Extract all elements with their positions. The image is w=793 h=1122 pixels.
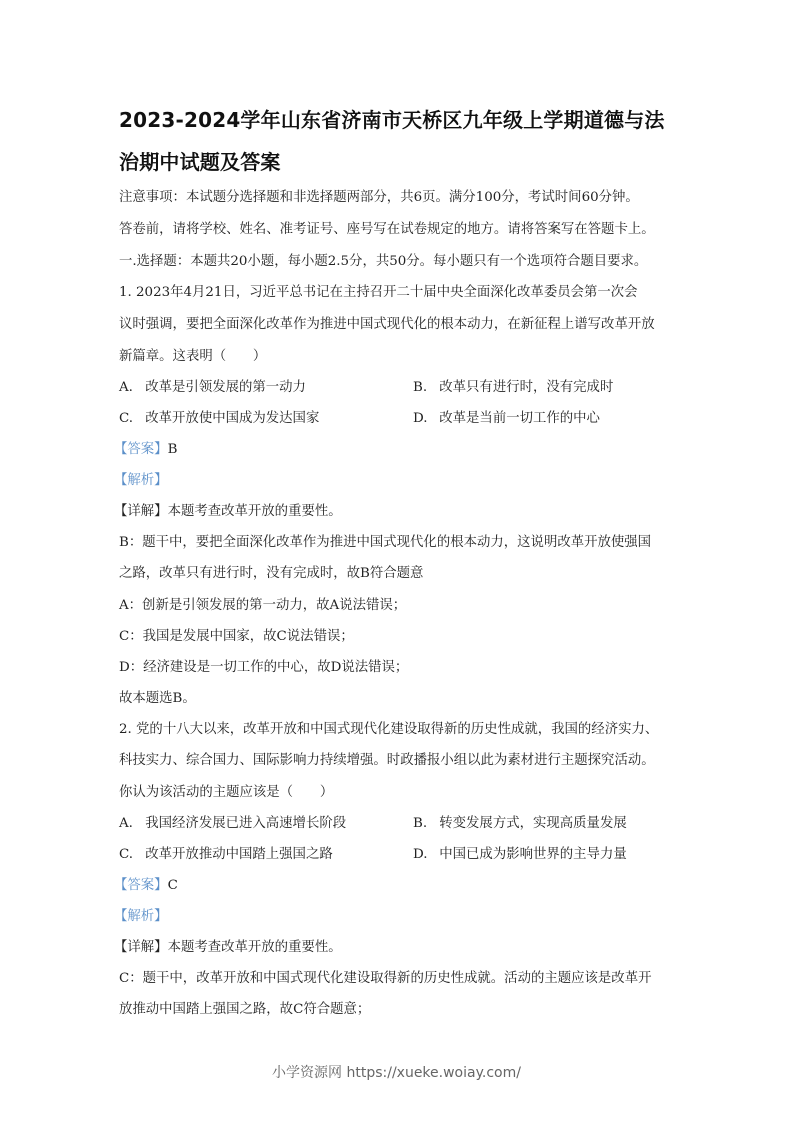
option-key: D. — [413, 411, 428, 426]
option-text: 改革是引领发展的第一动力 — [145, 380, 306, 395]
option-text: 我国经济发展已进入高速增长阶段 — [145, 816, 347, 831]
doc-title-line-1: 2023-2024学年山东省济南市天桥区九年级上学期道德与法 — [119, 108, 665, 132]
q1-analysis-label: 【解析】 — [114, 473, 168, 488]
q1-stem-line-1: 1. 2023年4月21日，习近平总书记在主持召开二十届中央全面深化改革委员会第一次会 — [119, 285, 638, 300]
option-text: 改革是当前一切工作的中心 — [439, 411, 600, 426]
option-text: 改革开放推动中国踏上强国之路 — [145, 847, 333, 862]
q2-option-c — [119, 843, 333, 862]
q2-detail-line-3: 放推动中国踏上强国之路，故C符合题意； — [119, 1002, 371, 1017]
option-text: 中国已成为影响世界的主导力量 — [439, 847, 627, 862]
q1-option-d — [413, 407, 600, 426]
q1-option-a — [119, 376, 306, 395]
q1-stem-line-3: 新篇章。这表明（ ） — [119, 349, 267, 364]
q1-detail-line-2: B：题干中，要把全面深化改革作为推进中国式现代化的根本动力，这说明改革开放使强国 — [119, 535, 652, 550]
q2-detail-line-1 — [114, 936, 342, 955]
answer-value: C — [167, 878, 178, 893]
option-key: C. — [119, 411, 134, 426]
notice-line-1: 注意事项：本试题分选择题和非选择题两部分，共6页。满分100分，考试时间60分钟。 — [119, 190, 639, 205]
q1-option-b — [413, 376, 613, 395]
q2-analysis-label: 【解析】 — [114, 909, 168, 924]
q1-detail-line-1 — [114, 500, 342, 519]
doc-title-line-2: 治期中试题及答案 — [119, 150, 281, 174]
option-key: C. — [119, 847, 134, 862]
q2-option-d — [413, 843, 627, 862]
answer-value: B — [167, 442, 178, 457]
q1-detail-line-4: A：创新是引领发展的第一动力，故A说法错误； — [119, 598, 407, 613]
option-key: B. — [413, 816, 428, 831]
option-key: A. — [119, 816, 133, 831]
notice-line-2: 答卷前，请将学校、姓名、准考证号、座号写在试卷规定的地方。请将答案写在答题卡上。 — [119, 222, 655, 237]
detail-text: 本题考查改革开放的重要性。 — [167, 504, 342, 519]
q2-stem-line-3: 你认为该活动的主题应该是（ ） — [119, 785, 334, 800]
q1-option-c — [119, 407, 319, 426]
option-key: D. — [413, 847, 428, 862]
option-key: A. — [119, 380, 133, 395]
q2-detail-line-2: C：题干中，改革开放和中国式现代化建设取得新的历史性成就。活动的主题应该是改革开 — [119, 971, 652, 986]
q2-stem-line-2: 科技实力、综合国力、国际影响力持续增强。时政播报小组以此为素材进行主题探究活动。 — [119, 753, 655, 768]
answer-label: 【答案】 — [114, 878, 168, 893]
option-text: 转变发展方式，实现高质量发展 — [439, 816, 627, 831]
option-text: 改革只有进行时，没有完成时 — [439, 380, 614, 395]
detail-label: 【详解】 — [114, 940, 168, 955]
q1-answer — [114, 438, 177, 457]
q1-detail-line-6: D：经济建设是一切工作的中心，故D说法错误； — [119, 660, 409, 675]
q1-detail-line-3: 之路，改革只有进行时，没有完成时，故B符合题意 — [119, 566, 424, 581]
footer-watermark: 小学资源网 https://xueke.woiay.com/ — [272, 1065, 521, 1081]
q1-detail-line-7: 故本题选B。 — [119, 691, 196, 706]
option-key: B. — [413, 380, 428, 395]
answer-label: 【答案】 — [114, 442, 168, 457]
q1-stem-line-2: 议时强调，要把全面深化改革作为推进中国式现代化的根本动力，在新征程上谱写改革开放 — [119, 317, 655, 332]
q2-stem-line-1: 2. 党的十八大以来，改革开放和中国式现代化建设取得新的历史性成就，我国的经济实力、 — [119, 722, 659, 737]
detail-text: 本题考查改革开放的重要性。 — [167, 940, 342, 955]
section-heading: 一.选择题：本题共20小题，每小题2.5分，共50分。每小题只有一个选项符合题目要求。 — [119, 254, 648, 269]
option-text: 改革开放使中国成为发达国家 — [145, 411, 320, 426]
detail-label: 【详解】 — [114, 504, 168, 519]
q2-answer — [114, 874, 178, 893]
q1-detail-line-5: C：我国是发展中国家，故C说法错误； — [119, 629, 354, 644]
q2-option-b — [413, 812, 627, 831]
q2-option-a — [119, 812, 346, 831]
